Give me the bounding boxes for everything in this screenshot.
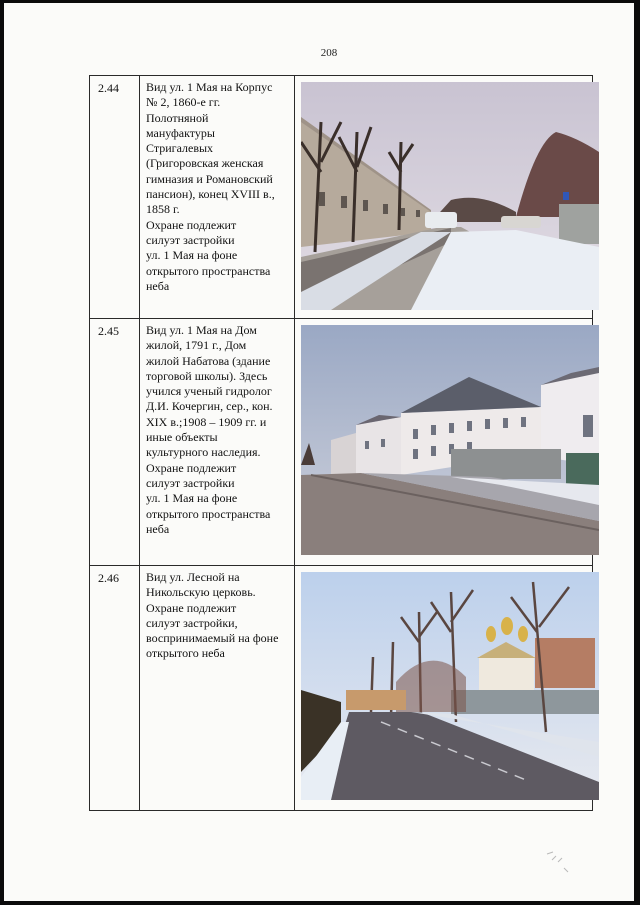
row-description: [140, 319, 295, 566]
scan-artifact-mark: [544, 848, 574, 878]
page-number: 208: [320, 47, 338, 59]
description-text: Вид ул. 1 Мая на Корпус № 2, 1860-е гг. Полотняной мануфактуры Стригалевых (Григоровская женская гимназия и Романовский пансион), конец XVIII в., 1858 г. Охране подлежит силуэт застройки ул. 1 Мая на фоне открытого пространства неба: [146, 80, 275, 293]
document-page: [4, 3, 634, 901]
row-number: 2.46: [90, 566, 140, 811]
row-description: [140, 76, 295, 319]
photo-cell: [295, 566, 593, 811]
table-row: [90, 566, 593, 811]
row-number: 2.44: [90, 76, 140, 319]
street-photo-1mai-korpus: [301, 82, 599, 310]
description-text: Вид ул. 1 Мая на Дом жилой, 1791 г., Дом жилой Набатова (здание торговой школы). Здесь учился ученый гидролог Д.И. Кочергин, сер., кон. XIX в.;1908 – 1909 гг. и иные объекты культурного наследия. Охране подлежит силуэт застройки ул. 1 Мая на фоне открытого пространства неба: [146, 323, 273, 536]
table-row: [90, 319, 593, 566]
photo-cell: [295, 319, 593, 566]
street-photo-1mai-dom: [301, 325, 599, 555]
row-description: [140, 566, 295, 811]
table-row: [90, 76, 593, 319]
row-number: 2.45: [90, 319, 140, 566]
heritage-table: [89, 75, 593, 811]
description-text: Вид ул. Лесной на Никольскую церковь. Охране подлежит силуэт застройки, воспринимаемый на фоне открытого неба: [146, 570, 279, 661]
street-photo-lesnaya-church: [301, 572, 599, 800]
photo-cell: [295, 76, 593, 319]
